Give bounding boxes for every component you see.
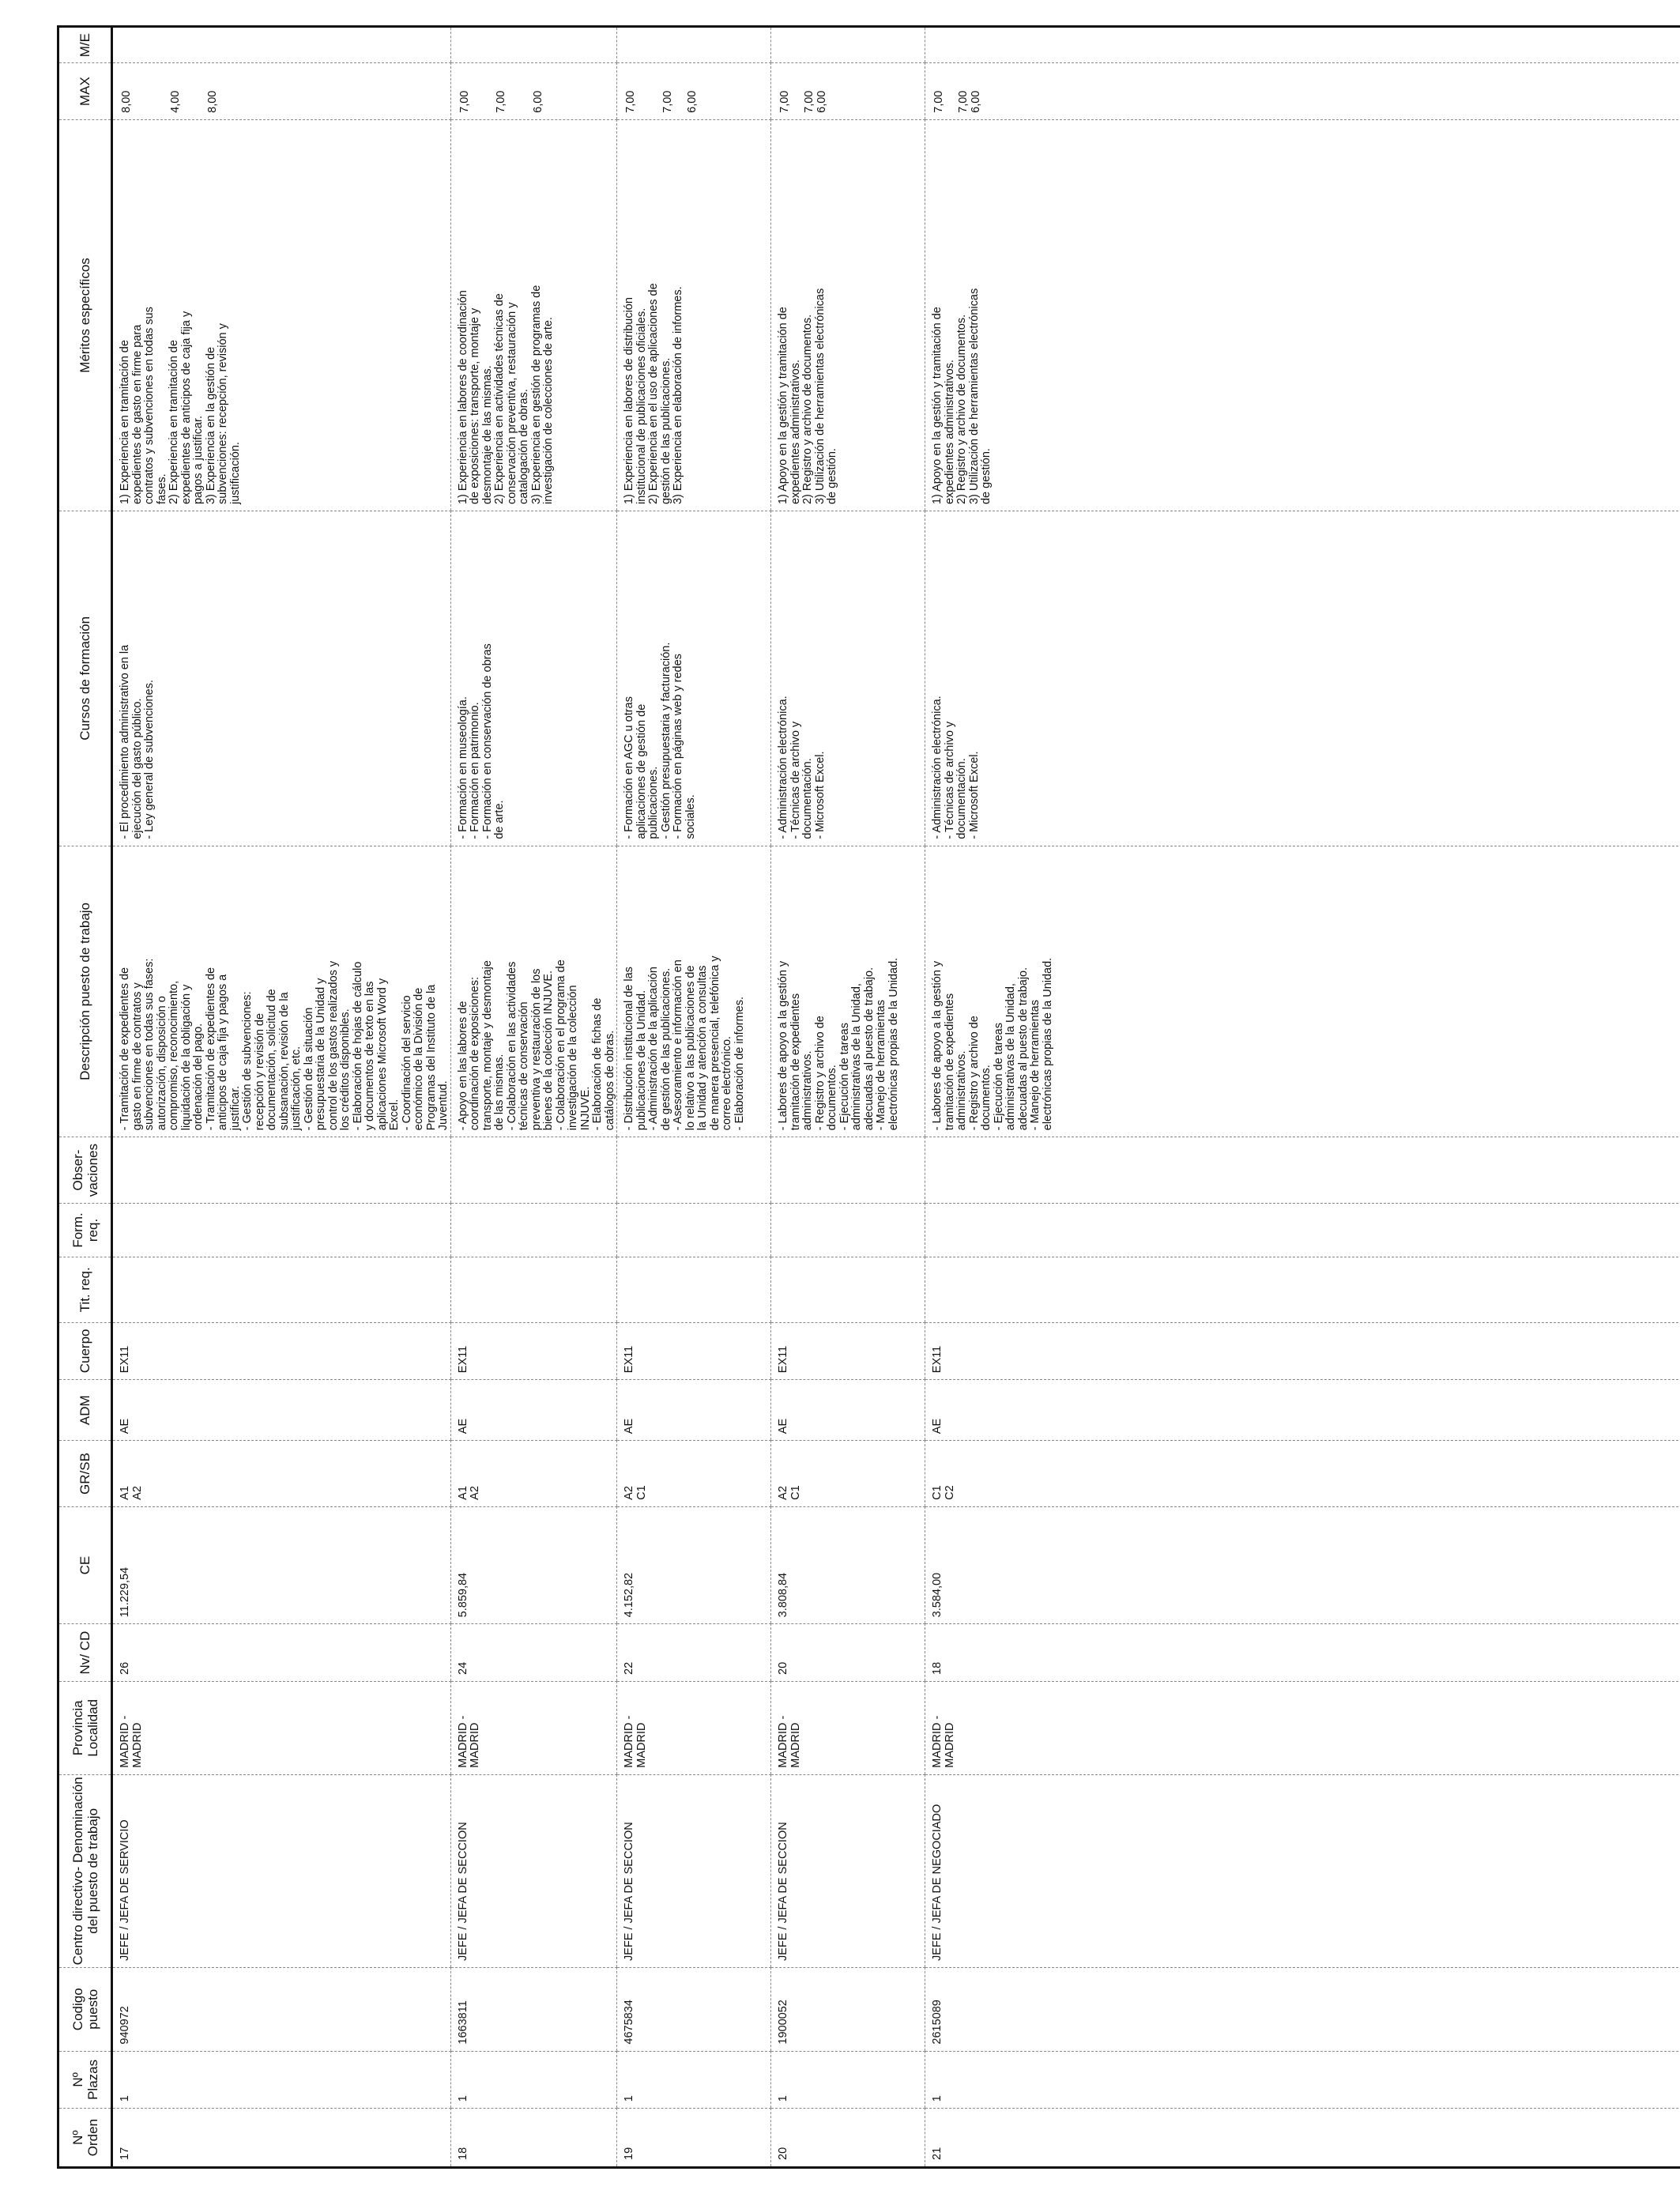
obs-text xyxy=(113,1137,119,1203)
form-text xyxy=(451,1204,458,1257)
cell-codigo xyxy=(771,1967,925,2051)
cell-tit xyxy=(617,1257,771,1323)
nivel-text: 24 xyxy=(456,1661,469,1675)
header-plazas: Nº Plazas xyxy=(58,2051,112,2109)
max-scores xyxy=(617,63,699,119)
header-max: MAX xyxy=(58,63,112,120)
cell-cursos xyxy=(771,511,925,846)
cell-form xyxy=(112,1203,451,1257)
cell-centro xyxy=(112,1774,451,1967)
cell-adm xyxy=(450,1380,617,1441)
cell-provincia xyxy=(450,1681,617,1774)
cell-meritos xyxy=(771,119,925,511)
cell-form xyxy=(925,1203,1680,1257)
cell-max xyxy=(112,63,451,120)
cell-centro xyxy=(450,1774,617,1967)
max-score: 6,00 xyxy=(685,90,699,113)
cell-centro xyxy=(617,1774,771,1967)
cell-grupo xyxy=(771,1441,925,1507)
cell-centro xyxy=(925,1774,1680,1967)
form-text xyxy=(771,1204,778,1257)
max-score xyxy=(158,66,171,113)
meritos-text: 1) Apoyo en la gestión y tramitación de expedientes administrativos. 2) Registro y archivo de documentos. 3) Utilización de herramientas electrónicas de gestión. xyxy=(931,288,993,505)
me-text xyxy=(451,28,458,62)
obs-text xyxy=(925,1137,932,1203)
max-score: 6,00 xyxy=(815,90,828,113)
header-descripcion: Descripción puesto de trabajo xyxy=(58,846,112,1137)
orden-text: 19 xyxy=(623,2147,635,2160)
cell-codigo xyxy=(112,1967,451,2051)
cell-cuerpo xyxy=(925,1322,1680,1380)
max-score: 8,00 xyxy=(205,90,219,113)
cell-tit xyxy=(925,1257,1680,1323)
cell-meritos xyxy=(112,119,451,511)
cuerpo-text: EX11 xyxy=(777,1345,789,1374)
cell-orden xyxy=(450,2109,617,2168)
cell-plazas xyxy=(112,2051,451,2109)
cell-grupo xyxy=(925,1441,1680,1507)
centro-text: JEFE / JEFA DE SECCION xyxy=(623,1822,635,1961)
max-score xyxy=(145,66,158,113)
cell-ce xyxy=(617,1506,771,1624)
centro-text: JEFE / JEFA DE SECCION xyxy=(456,1822,469,1961)
me-text xyxy=(925,28,932,62)
header-grupo: GR/SB xyxy=(58,1441,112,1507)
header-codigo: Codigo puesto xyxy=(58,1967,112,2051)
nivel-text: 20 xyxy=(777,1661,789,1675)
max-score xyxy=(471,66,484,113)
job-positions-table xyxy=(57,25,1680,2169)
cuerpo-text: EX11 xyxy=(623,1345,635,1374)
max-score: 6,00 xyxy=(969,90,982,113)
table-row xyxy=(450,27,617,2168)
tit-text xyxy=(771,1257,778,1322)
cell-cuerpo xyxy=(771,1322,925,1380)
cell-me xyxy=(112,27,451,63)
adm-text: AE xyxy=(623,1418,635,1434)
centro-text: JEFE / JEFA DE SECCION xyxy=(777,1822,789,1961)
descripcion-text: - Labores de apoyo a la gestión y tramitación de expedientes administrativos. - Registro y archivo de documentos. - Ejecución de tareas administrativas de la Unidad, adecuadas al puesto de trabajo. - Manejo de herramientas electrónicas propias de la Unidad. xyxy=(931,957,1054,1131)
grupo-text: A2 C1 xyxy=(623,1485,648,1500)
max-score: 7,00 xyxy=(458,90,471,113)
max-score: 7,00 xyxy=(932,90,945,113)
ce-text: 5.859,84 xyxy=(456,1572,469,1618)
header-adm: ADM xyxy=(58,1380,112,1441)
cell-cuerpo xyxy=(450,1322,617,1380)
adm-text: AE xyxy=(931,1418,944,1434)
cell-grupo xyxy=(112,1441,451,1507)
max-score: 7,00 xyxy=(957,90,970,113)
cursos-text: - Formación en museología. - Formación en patrimonio. - Formación en conservación de obras de arte. xyxy=(456,643,506,839)
max-score xyxy=(134,66,146,113)
cell-cursos xyxy=(925,511,1680,846)
cell-plazas xyxy=(925,2051,1680,2109)
header-meritos: Méritos específicos xyxy=(58,119,112,511)
form-text xyxy=(617,1204,623,1257)
header-centro: Centro directivo- Denominación del puesto de trabajo xyxy=(58,1774,112,1967)
cell-descripcion xyxy=(925,846,1680,1137)
codigo-text: 2615089 xyxy=(931,2000,944,2045)
plazas-text: 1 xyxy=(456,2095,469,2102)
max-score: 7,00 xyxy=(661,90,674,113)
table-row xyxy=(617,27,771,2168)
max-score: 6,00 xyxy=(531,90,544,113)
codigo-text: 940972 xyxy=(119,2006,131,2045)
cell-provincia xyxy=(771,1681,925,1774)
descripcion-text: - Labores de apoyo a la gestión y tramitación de expedientes administrativos. - Registro y archivo de documentos. - Ejecución de tareas administrativas de la Unidad, adecuadas al puesto de trabajo. - Manejo de herramientas electrónicas propias de la Unidad. xyxy=(777,957,900,1131)
nivel-text: 18 xyxy=(931,1661,944,1675)
max-score: 7,00 xyxy=(778,90,791,113)
header-form: Form. req. xyxy=(58,1203,112,1257)
meritos-text: 1) Apoyo en la gestión y tramitación de expedientes administrativos. 2) Registro y archivo de documentos. 3) Utilización de herramientas electrónicas de gestión. xyxy=(777,288,838,505)
ce-text: 4.152,82 xyxy=(623,1572,635,1618)
header-cursos: Cursos de formación xyxy=(58,511,112,846)
cell-plazas xyxy=(617,2051,771,2109)
obs-text xyxy=(771,1137,778,1203)
provincia-text: MADRID - MADRID xyxy=(931,1715,956,1768)
max-score: 4,00 xyxy=(169,90,182,113)
cell-provincia xyxy=(925,1681,1680,1774)
cell-orden xyxy=(112,2109,451,2168)
nivel-text: 26 xyxy=(119,1661,131,1675)
codigo-text: 1663811 xyxy=(456,2000,469,2045)
header-nivel: Nv/ CD xyxy=(58,1624,112,1682)
cell-obs xyxy=(112,1137,451,1204)
table-row xyxy=(112,27,451,2168)
cell-adm xyxy=(617,1380,771,1441)
cursos-text: - Administración electrónica. - Técnicas de archivo y documentación. - Microsoft Excel. xyxy=(777,696,827,839)
ce-text: 11.229,54 xyxy=(119,1566,131,1618)
cursos-text: - Formación en AGC u otras aplicaciones de gestión de publicaciones. - Gestión presupuestaria y facturación. - Formación en páginas web y redes sociales. xyxy=(623,642,697,839)
max-score xyxy=(792,66,804,113)
header-obs: Obser- vaciones xyxy=(58,1137,112,1204)
cell-ce xyxy=(925,1506,1680,1624)
form-text xyxy=(113,1204,119,1257)
cell-nivel xyxy=(925,1624,1680,1682)
provincia-text: MADRID - MADRID xyxy=(456,1715,481,1768)
cell-max xyxy=(925,63,1680,120)
max-scores xyxy=(771,63,828,119)
cell-me xyxy=(771,27,925,63)
provincia-text: MADRID - MADRID xyxy=(777,1715,802,1768)
cell-nivel xyxy=(617,1624,771,1682)
cell-form xyxy=(450,1203,617,1257)
cell-orden xyxy=(617,2109,771,2168)
header-me: M/E xyxy=(58,27,112,63)
meritos-text: 1) Experiencia en labores de distribución institucional de publicaciones oficiales. 2) Experiencia en el uso de aplicaciones de gestión de las publicaciones. 3) Experiencia en elaboración de informes. xyxy=(623,283,684,505)
cell-max xyxy=(450,63,617,120)
cell-nivel xyxy=(771,1624,925,1682)
me-text xyxy=(617,28,623,62)
header-provincia: Provincia Localidad xyxy=(58,1681,112,1774)
tit-text xyxy=(451,1257,458,1322)
grupo-text: A1 A2 xyxy=(119,1486,144,1500)
me-text xyxy=(771,28,778,62)
meritos-text: 1) Experiencia en tramitación de expedientes de gasto en firme para contratos y subvenciones en todas sus fases. 2) Experiencia en tramitación de expedientes de anticipos de caja fija y pagos a justificar. 3) Experiencia en la gestión de subvenciones: recepción, revisión y justificación. xyxy=(119,307,242,505)
cell-tit xyxy=(450,1257,617,1323)
form-text xyxy=(925,1204,932,1257)
cell-descripcion xyxy=(771,846,925,1137)
cell-obs xyxy=(771,1137,925,1204)
grupo-text: C1 C2 xyxy=(931,1485,956,1500)
cell-grupo xyxy=(617,1441,771,1507)
provincia-text: MADRID - MADRID xyxy=(623,1715,648,1768)
cell-ce xyxy=(771,1506,925,1624)
cell-form xyxy=(771,1203,925,1257)
max-scores xyxy=(113,63,219,119)
cell-obs xyxy=(925,1137,1680,1204)
provincia-text: MADRID - MADRID xyxy=(119,1715,144,1768)
cell-meritos xyxy=(925,119,1680,511)
orden-text: 21 xyxy=(931,2147,944,2160)
cell-cuerpo xyxy=(617,1322,771,1380)
max-score: 8,00 xyxy=(120,90,133,113)
cell-plazas xyxy=(450,2051,617,2109)
cell-max xyxy=(771,63,925,120)
orden-text: 17 xyxy=(119,2147,131,2160)
cell-me xyxy=(925,27,1680,63)
cell-ce xyxy=(112,1506,451,1624)
table-header-row xyxy=(58,27,112,2168)
cell-meritos xyxy=(450,119,617,511)
header-tit: Tit. req. xyxy=(58,1257,112,1323)
max-score xyxy=(520,66,533,113)
cell-me xyxy=(617,27,771,63)
cuerpo-text: EX11 xyxy=(456,1345,469,1374)
max-score xyxy=(183,66,195,113)
descripcion-text: - Tramitación de expedientes de gasto en firme de contratos y subvenciones en todas sus fases: autorización, disposición o compromiso, reconocimiento, liquidación de la obligación y ordenación del pago. - Tramitación de expedientes de anticipos de caja fija y pagos a justificar. - Gestión de subvenciones: recepción y revisión de documentación, solicitud de subsanación, revisión de la justificación, etc. - Gestión de la situación presupuestaria de la Unidad y control de los gastos realizados y los créditos disponibles. - Elaboración de hojas de cálculo y documentos de texto en las aplicaciones Microsoft Word y Excel. - Coordinación del servicio económico de la División de Programas del Instituto de la Juventud. xyxy=(119,958,450,1131)
cell-provincia xyxy=(112,1681,451,1774)
cell-descripcion xyxy=(112,846,451,1137)
cell-meritos xyxy=(617,119,771,511)
nivel-text: 22 xyxy=(623,1661,635,1675)
max-score xyxy=(946,66,959,113)
max-score xyxy=(674,66,687,113)
cell-adm xyxy=(925,1380,1680,1441)
cell-centro xyxy=(771,1774,925,1967)
obs-text xyxy=(451,1137,458,1203)
grupo-text: A1 A2 xyxy=(456,1486,481,1500)
cell-obs xyxy=(617,1137,771,1204)
cell-nivel xyxy=(112,1624,451,1682)
centro-text: JEFE / JEFA DE NEGOCIADO xyxy=(931,1804,944,1961)
header-ce: CE xyxy=(58,1506,112,1624)
cell-codigo xyxy=(450,1967,617,2051)
orden-text: 20 xyxy=(777,2147,789,2160)
max-score: 7,00 xyxy=(624,90,637,113)
cell-nivel xyxy=(450,1624,617,1682)
plazas-text: 1 xyxy=(623,2095,635,2102)
centro-text: JEFE / JEFA DE SERVICIO xyxy=(119,1819,131,1961)
cuerpo-text: EX11 xyxy=(119,1345,131,1374)
adm-text: AE xyxy=(777,1418,789,1434)
cell-me xyxy=(450,27,617,63)
cell-tit xyxy=(771,1257,925,1323)
cell-ce xyxy=(450,1506,617,1624)
cell-cursos xyxy=(450,511,617,846)
cursos-text: - Administración electrónica. - Técnicas de archivo y documentación. - Microsoft Excel. xyxy=(931,696,981,839)
obs-text xyxy=(617,1137,623,1203)
cuerpo-text: EX11 xyxy=(931,1345,944,1374)
tit-text xyxy=(925,1257,932,1322)
tit-text xyxy=(617,1257,623,1322)
cell-plazas xyxy=(771,2051,925,2109)
table-row xyxy=(771,27,925,2168)
cell-form xyxy=(617,1203,771,1257)
cursos-text: - El procedimiento administrativo en la ejecución del gasto público. - Ley general de subvenciones. xyxy=(119,644,156,839)
plazas-text: 1 xyxy=(119,2095,131,2102)
descripcion-text: - Apoyo en las labores de coordinación de exposiciones: transporte, montaje y desmontaje de las mismas. - Colaboración en las actividades técnicas de conservación preventiva y restauración de los bienes de la colección INJUVE. - Colaboración en el programa de investigación de la colección INJUVE. - Elaboración de fichas de catálogos de obras. xyxy=(456,959,616,1131)
cell-max xyxy=(617,63,771,120)
max-scores xyxy=(925,63,982,119)
descripcion-text: - Distribución institucional de las publicaciones de la Unidad. - Administración de la aplicación de gestión de las publicaciones. - Asesoramiento e información en lo relativo a las publicaciones de la Unidad y atención a consultas de manera presencial, telefónica y correo electrónico. - Elaboración de informes. xyxy=(623,956,746,1131)
orden-text: 18 xyxy=(456,2147,469,2160)
cell-orden xyxy=(771,2109,925,2168)
max-score xyxy=(638,66,650,113)
plazas-text: 1 xyxy=(931,2095,944,2102)
max-score xyxy=(650,66,662,113)
cell-grupo xyxy=(450,1441,617,1507)
cell-descripcion xyxy=(617,846,771,1137)
codigo-text: 1900052 xyxy=(777,2000,789,2045)
plazas-text: 1 xyxy=(777,2095,789,2102)
cell-cursos xyxy=(112,511,451,846)
header-cuerpo: Cuerpo xyxy=(58,1322,112,1380)
max-score xyxy=(194,66,207,113)
cell-descripcion xyxy=(450,846,617,1137)
max-score: 7,00 xyxy=(495,90,507,113)
meritos-text: 1) Experiencia en labores de coordinación de exposiciones: transporte, montaje y desmontaje de las mismas. 2) Experiencia en actividades técnicas de conservación preventiva, restauración y catalogación de obras. 3) Experiencia en gestión de programas de investigación de colecciones de arte. xyxy=(456,285,555,505)
max-score: 7,00 xyxy=(803,90,816,113)
adm-text: AE xyxy=(119,1418,131,1434)
max-score xyxy=(508,66,521,113)
cell-provincia xyxy=(617,1681,771,1774)
header-orden: Nº Orden xyxy=(58,2109,112,2168)
codigo-text: 4675834 xyxy=(623,2000,635,2045)
cell-obs xyxy=(450,1137,617,1204)
ce-text: 3.584,00 xyxy=(931,1572,944,1618)
adm-text: AE xyxy=(456,1418,469,1434)
cell-orden xyxy=(925,2109,1680,2168)
ce-text: 3.808,84 xyxy=(777,1572,789,1618)
cell-adm xyxy=(771,1380,925,1441)
cell-codigo xyxy=(617,1967,771,2051)
grupo-text: A2 C1 xyxy=(777,1485,802,1500)
cell-adm xyxy=(112,1380,451,1441)
max-score xyxy=(484,66,496,113)
me-text xyxy=(113,28,119,62)
max-scores xyxy=(451,63,545,119)
cell-cursos xyxy=(617,511,771,846)
cell-cuerpo xyxy=(112,1322,451,1380)
cell-codigo xyxy=(925,1967,1680,2051)
table-row xyxy=(925,27,1680,2168)
tit-text xyxy=(113,1257,119,1322)
cell-tit xyxy=(112,1257,451,1323)
